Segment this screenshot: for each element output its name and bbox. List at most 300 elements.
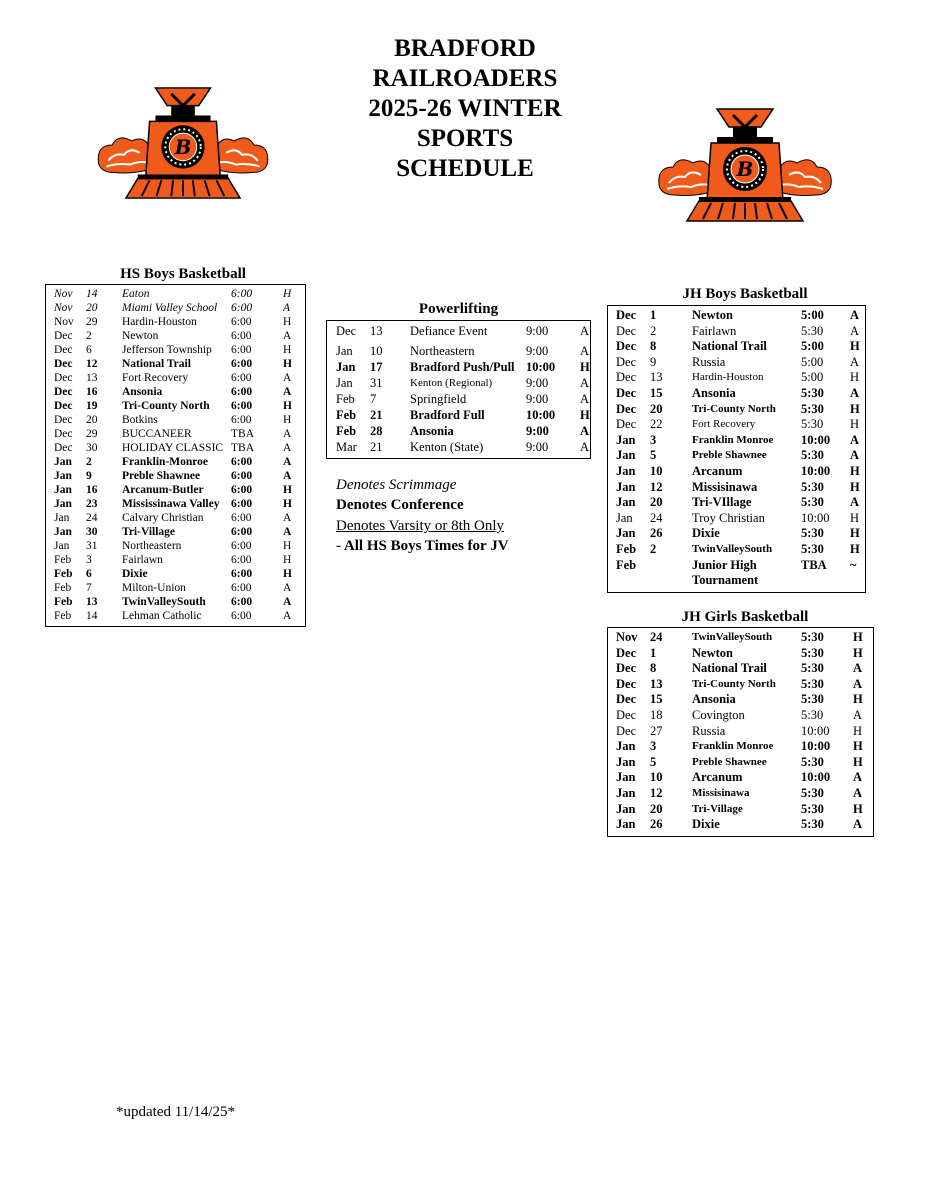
time-cell: TBA	[231, 442, 254, 454]
table-row	[616, 817, 873, 833]
table-row	[616, 386, 865, 402]
table-row	[616, 324, 865, 340]
table-row	[616, 370, 865, 386]
location-cell: A	[853, 707, 863, 722]
table-row	[616, 646, 873, 662]
legend-jv-note: - All HS Boys Times for JV	[336, 538, 509, 554]
opponent-cell: Ansonia	[692, 385, 736, 400]
time-cell: 9:00	[526, 376, 549, 390]
table-row	[54, 287, 305, 301]
day-cell: 24	[650, 630, 663, 644]
table-row	[616, 739, 873, 755]
day-cell: 9	[650, 354, 657, 369]
day-cell: 31	[370, 376, 383, 390]
day-cell: 13	[370, 324, 383, 338]
location-cell: A	[853, 785, 863, 800]
time-cell: 9:00	[526, 324, 549, 338]
location-cell: H	[283, 400, 292, 412]
time-cell: 10:00	[801, 432, 831, 447]
day-cell: 2	[650, 541, 657, 556]
table-row	[54, 469, 305, 483]
table-row	[616, 661, 873, 677]
location-cell: H	[580, 360, 590, 374]
time-cell: 9:00	[526, 344, 549, 358]
opponent-cell: Troy Christian	[692, 510, 765, 525]
day-cell: 2	[86, 330, 92, 342]
updated-note: *updated 11/14/25*	[116, 1104, 236, 1120]
location-cell: H	[283, 498, 292, 510]
time-cell: 5:30	[801, 417, 824, 432]
opponent-cell: TwinValleySouth	[122, 596, 206, 608]
time-cell: 6:00	[231, 414, 252, 426]
time-cell: 5:30	[801, 495, 824, 510]
month-cell: Feb	[54, 554, 72, 566]
table-row	[336, 439, 590, 455]
month-cell: Dec	[616, 323, 637, 338]
table-row	[616, 708, 873, 724]
day-cell: 12	[650, 785, 663, 800]
opponent-cell: Arcanum-Butler	[122, 484, 204, 496]
title-line: SCHEDULE	[396, 155, 534, 182]
location-cell: A	[580, 424, 590, 438]
time-cell: 10:00	[526, 408, 556, 422]
day-cell: 1	[650, 645, 657, 660]
day-cell: 7	[86, 582, 92, 594]
location-cell: H	[283, 484, 292, 496]
table-row	[54, 329, 305, 343]
table-row	[54, 539, 305, 553]
day-cell: 19	[86, 400, 98, 412]
day-cell: 20	[86, 302, 98, 314]
table-row	[616, 355, 865, 371]
month-cell: Dec	[616, 645, 637, 660]
opponent-cell: Northeastern	[122, 540, 182, 552]
svg-text:B: B	[736, 157, 754, 181]
time-cell: 6:00	[231, 582, 252, 594]
time-cell: 6:00	[231, 456, 253, 468]
table-row	[616, 433, 865, 449]
time-cell: 5:30	[801, 541, 824, 556]
time-cell: 5:30	[801, 385, 824, 400]
time-cell: 5:30	[801, 817, 824, 832]
month-cell: Jan	[616, 526, 636, 541]
month-cell: Jan	[54, 498, 72, 510]
month-cell: Dec	[616, 692, 637, 707]
day-cell: 30	[86, 526, 98, 538]
opponent-cell: Milton-Union	[122, 582, 186, 594]
location-cell: A	[580, 344, 590, 358]
month-cell: Feb	[336, 408, 357, 422]
time-cell: 5:30	[801, 692, 824, 707]
location-cell: A	[850, 308, 860, 322]
day-cell: 3	[86, 554, 92, 566]
month-cell: Jan	[616, 495, 636, 510]
month-cell: Feb	[336, 392, 355, 406]
opponent-cell: Dixie	[692, 526, 720, 541]
location-cell: H	[853, 754, 863, 769]
month-cell: Nov	[616, 630, 638, 644]
month-cell: Dec	[616, 707, 637, 722]
location-cell: A	[850, 448, 860, 463]
time-cell: 6:00	[231, 610, 252, 622]
month-cell: Jan	[54, 512, 70, 524]
time-cell: 10:00	[801, 739, 831, 754]
month-cell: Jan	[616, 817, 636, 832]
location-cell: A	[850, 432, 860, 447]
time-cell: 6:00	[231, 344, 252, 356]
day-cell: 18	[650, 707, 663, 722]
time-cell: 9:00	[526, 392, 549, 406]
opponent-cell: Franklin Monroe	[692, 433, 774, 446]
month-cell: Dec	[54, 386, 73, 398]
day-cell: 27	[650, 723, 663, 738]
month-cell: Nov	[54, 316, 74, 328]
day-cell: 29	[86, 428, 98, 440]
opponent-cell: TwinValleySouth	[692, 631, 773, 643]
time-cell: TBA	[231, 428, 254, 440]
location-cell: A	[283, 386, 292, 398]
month-cell: Nov	[54, 302, 73, 314]
month-cell: Mar	[336, 440, 357, 454]
day-cell: 20	[86, 414, 98, 426]
month-cell: Jan	[54, 470, 72, 482]
month-cell: Dec	[616, 661, 637, 676]
month-cell: Jan	[616, 432, 636, 447]
time-cell: 6:00	[231, 470, 253, 482]
location-cell: A	[580, 440, 590, 454]
month-cell: Jan	[616, 479, 636, 494]
location-cell: H	[283, 344, 292, 356]
hs-boys-schedule-table	[45, 284, 306, 627]
table-row	[616, 417, 865, 433]
opponent-cell: Tri-Village	[122, 526, 176, 538]
location-cell: H	[850, 526, 860, 541]
time-cell: 6:00	[231, 568, 253, 580]
title-line: RAILROADERS	[372, 65, 558, 92]
month-cell: Dec	[54, 442, 73, 454]
table-row	[54, 455, 305, 469]
month-cell: Jan	[616, 739, 636, 754]
location-cell: H	[283, 568, 292, 580]
time-cell: 10:00	[801, 770, 831, 785]
opponent-cell: Franklin-Monroe	[122, 456, 209, 468]
table-row	[616, 526, 865, 542]
opponent-cell: Calvary Christian	[122, 512, 204, 524]
location-cell: A	[283, 470, 292, 482]
day-cell: 10	[650, 770, 663, 785]
table-row	[54, 357, 305, 371]
opponent-cell: Arcanum	[692, 770, 743, 785]
month-cell: Feb	[54, 582, 72, 594]
opponent-cell: Newton	[692, 645, 733, 660]
table-row	[616, 755, 873, 771]
month-cell: Dec	[616, 723, 637, 738]
time-cell: 5:00	[801, 308, 824, 322]
train-logo-icon	[94, 84, 272, 202]
table-row	[54, 553, 305, 567]
day-cell: 20	[650, 495, 663, 510]
time-cell: 6:00	[231, 372, 252, 384]
day-cell: 10	[370, 344, 383, 358]
table-row	[54, 511, 305, 525]
month-cell: Jan	[616, 801, 636, 816]
day-cell: 5	[650, 448, 657, 463]
table-row	[336, 423, 590, 439]
title-line: BRADFORD	[394, 35, 536, 62]
table-row	[616, 786, 873, 802]
time-cell: 5:30	[801, 401, 824, 416]
month-cell: Jan	[54, 540, 70, 552]
legend-scrimmage: Denotes Scrimmage	[336, 477, 457, 493]
opponent-cell: Hardin-Houston	[692, 371, 764, 384]
month-cell: Dec	[616, 401, 637, 416]
opponent-cell: Fairlawn	[692, 323, 737, 338]
month-cell: Jan	[336, 376, 353, 390]
table-row	[336, 391, 590, 407]
location-cell: A	[580, 324, 590, 338]
table-row	[616, 770, 873, 786]
day-cell: 20	[650, 401, 663, 416]
table-row	[616, 802, 873, 818]
table-row	[616, 542, 865, 558]
opponent-cell: Newton	[692, 308, 733, 322]
table-row	[616, 402, 865, 418]
location-cell: H	[850, 463, 860, 478]
month-cell: Jan	[336, 344, 353, 358]
title-line: 2025-26 WINTER	[368, 95, 562, 122]
day-cell: 15	[650, 385, 663, 400]
table-row	[616, 339, 865, 355]
opponent-cell: National Trail	[692, 339, 767, 354]
month-cell: Dec	[336, 324, 357, 338]
location-cell: A	[283, 526, 292, 538]
day-cell: 2	[650, 323, 657, 338]
day-cell: 22	[650, 417, 663, 432]
time-cell: 5:30	[801, 676, 824, 691]
table-row	[616, 724, 873, 740]
month-cell: Dec	[616, 308, 637, 322]
opponent-cell: Franklin Monroe	[692, 740, 774, 753]
month-cell: Dec	[54, 344, 73, 356]
day-cell: 6	[86, 568, 92, 580]
location-cell: A	[283, 582, 292, 594]
day-cell: 13	[86, 372, 98, 384]
location-cell: H	[850, 401, 860, 416]
time-cell: 5:30	[801, 448, 824, 463]
day-cell: 10	[650, 463, 663, 478]
table-row	[616, 480, 865, 496]
time-cell: 5:00	[801, 354, 824, 369]
location-cell: A	[850, 323, 860, 338]
opponent-cell: Fort Recovery	[692, 418, 756, 431]
day-cell: 23	[86, 498, 98, 510]
day-cell: 28	[370, 424, 383, 438]
opponent-cell: Junior High Tournament	[692, 557, 759, 588]
location-cell: A	[283, 512, 292, 524]
month-cell: Jan	[616, 510, 633, 525]
location-cell: H	[283, 540, 292, 552]
day-cell: 15	[650, 692, 663, 707]
table-row	[54, 483, 305, 497]
day-cell: 30	[86, 442, 98, 454]
table-row	[616, 630, 873, 646]
table-row	[54, 315, 305, 329]
time-cell: 5:30	[801, 661, 824, 676]
time-cell: 6:00	[231, 288, 253, 300]
opponent-cell: Defiance Event	[410, 324, 488, 338]
opponent-cell: Ansonia	[122, 386, 163, 398]
jh-boys-schedule-table	[607, 305, 866, 593]
opponent-cell: Tri-VIllage	[692, 495, 752, 510]
location-cell: A	[283, 302, 291, 314]
opponent-cell: Bradford Full	[410, 408, 485, 422]
opponent-cell: Tri-County North	[122, 400, 210, 412]
day-cell: 26	[650, 817, 663, 832]
time-cell: 9:00	[526, 440, 549, 454]
table-row	[54, 343, 305, 357]
table-row	[54, 595, 305, 609]
jh-boys-title: JH Boys Basketball	[682, 286, 808, 302]
train-logo-icon	[655, 105, 835, 225]
time-cell: 6:00	[231, 526, 253, 538]
opponent-cell: Jefferson Township	[122, 344, 212, 356]
month-cell: Feb	[336, 424, 357, 438]
day-cell: 12	[650, 479, 663, 494]
day-cell: 21	[370, 408, 383, 422]
location-cell: A	[850, 354, 860, 369]
month-cell: Jan	[616, 754, 636, 769]
month-cell: Jan	[616, 785, 636, 800]
location-cell: H	[853, 645, 863, 660]
opponent-cell: Ansonia	[410, 424, 454, 438]
time-cell: 6:00	[231, 386, 253, 398]
opponent-cell: Russia	[692, 354, 726, 369]
table-row	[616, 677, 873, 693]
day-cell: 24	[650, 510, 663, 525]
month-cell: Jan	[616, 448, 636, 463]
location-cell: A	[850, 385, 860, 400]
table-row	[336, 343, 590, 359]
table-row	[336, 407, 590, 423]
time-cell: 6:00	[231, 400, 253, 412]
month-cell: Jan	[616, 770, 636, 785]
opponent-cell: Missisinawa	[692, 479, 758, 494]
time-cell: 6:00	[231, 554, 252, 566]
location-cell: H	[853, 630, 863, 644]
location-cell: H	[283, 358, 292, 370]
table-row	[336, 359, 590, 375]
month-cell: Dec	[54, 400, 73, 412]
table-row	[54, 441, 305, 455]
month-cell: Dec	[616, 339, 637, 354]
month-cell: Dec	[616, 417, 637, 432]
location-cell: H	[283, 316, 292, 328]
time-cell: 5:30	[801, 785, 824, 800]
page-title	[330, 34, 600, 184]
opponent-cell: Preble Shawnee	[692, 755, 767, 768]
opponent-cell: Botkins	[122, 414, 158, 426]
opponent-cell: Tri-County North	[692, 677, 776, 690]
table-row	[54, 427, 305, 441]
table-row	[616, 511, 865, 527]
day-cell: 3	[650, 432, 657, 447]
table-row	[336, 323, 590, 339]
month-cell: Feb	[54, 610, 72, 622]
opponent-cell: Eaton	[122, 288, 150, 300]
svg-text:B: B	[174, 135, 192, 159]
time-cell: 10:00	[801, 463, 831, 478]
table-row	[616, 448, 865, 464]
time-cell: 6:00	[231, 596, 253, 608]
table-row	[54, 413, 305, 427]
time-cell: 9:00	[526, 424, 549, 438]
time-cell: 5:30	[801, 630, 824, 644]
day-cell: 24	[86, 512, 98, 524]
month-cell: Feb	[54, 568, 73, 580]
opponent-cell: TwinValleySouth	[692, 542, 773, 555]
day-cell: 13	[650, 370, 663, 385]
month-cell: Dec	[616, 385, 637, 400]
time-cell: 6:00	[231, 498, 253, 510]
time-cell: 5:30	[801, 479, 824, 494]
location-cell: H	[283, 414, 292, 426]
time-cell: 5:30	[801, 323, 824, 338]
table-row	[54, 525, 305, 539]
table-row	[54, 567, 305, 581]
time-cell: 5:30	[801, 645, 824, 660]
day-cell: 8	[650, 339, 657, 354]
day-cell: 16	[86, 386, 98, 398]
time-cell: 6:00	[231, 302, 253, 314]
day-cell: 13	[650, 676, 663, 691]
day-cell: 5	[650, 754, 657, 769]
day-cell: 29	[86, 316, 98, 328]
month-cell: Dec	[616, 676, 637, 691]
time-cell: 5:30	[801, 754, 824, 769]
location-cell: H	[850, 541, 860, 556]
day-cell: 31	[86, 540, 98, 552]
location-cell: H	[850, 370, 860, 385]
opponent-cell: Kenton (Regional)	[410, 377, 493, 389]
month-cell: Dec	[54, 330, 73, 342]
location-cell: A	[580, 392, 590, 406]
month-cell: Dec	[616, 354, 637, 369]
opponent-cell: Fort Recovery	[122, 372, 189, 384]
table-row	[616, 464, 865, 480]
opponent-cell: Missisinawa	[692, 786, 750, 799]
opponent-cell: National Trail	[692, 661, 767, 676]
opponent-cell: Ansonia	[692, 692, 736, 707]
month-cell: Jan	[616, 463, 636, 478]
day-cell: 14	[86, 288, 98, 300]
location-cell: H	[853, 801, 863, 816]
opponent-cell: Newton	[122, 330, 159, 342]
opponent-cell: Covington	[692, 707, 745, 722]
day-cell: 21	[370, 440, 383, 454]
day-cell: 9	[86, 470, 92, 482]
table-row	[616, 558, 865, 589]
day-cell: 17	[370, 360, 383, 374]
opponent-cell: Tri-County North	[692, 402, 776, 415]
location-cell: A	[283, 596, 292, 608]
time-cell: 5:00	[801, 339, 824, 354]
month-cell: Dec	[54, 372, 73, 384]
month-cell: Dec	[54, 414, 73, 426]
month-cell: Dec	[616, 370, 637, 385]
day-cell: 12	[86, 358, 98, 370]
table-row	[616, 692, 873, 708]
location-cell: A	[283, 330, 292, 342]
